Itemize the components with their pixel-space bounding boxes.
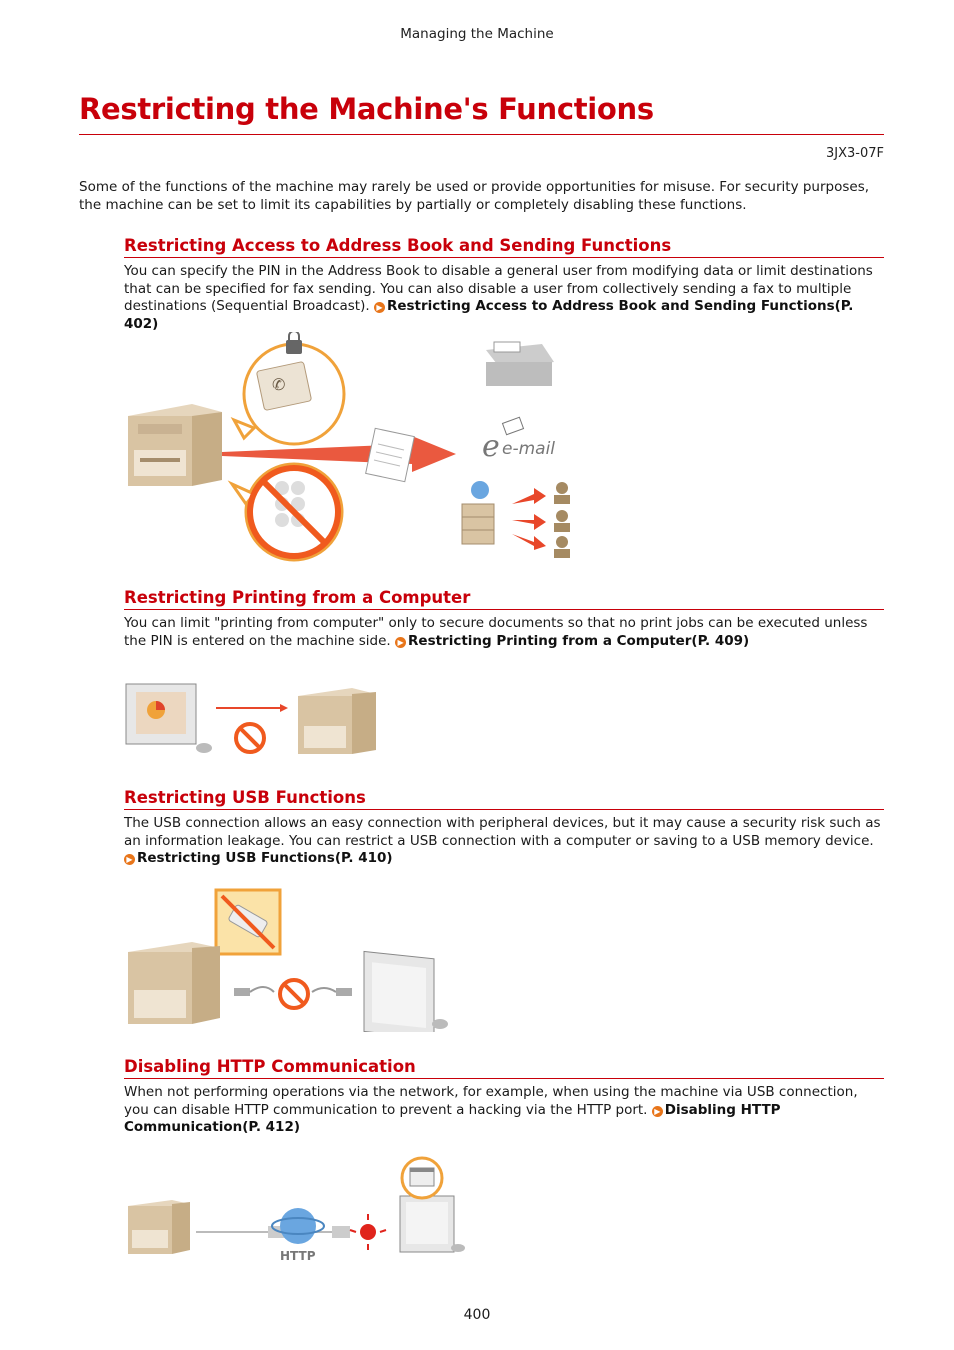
section-body xyxy=(124,815,884,868)
computer-monitor-icon xyxy=(400,1196,465,1252)
prohibited-dial-bubble xyxy=(232,464,342,560)
sequential-broadcast-icon xyxy=(462,481,570,558)
section-body xyxy=(124,1084,884,1137)
address-book-restriction-illustration xyxy=(122,332,582,564)
multifunction-printer-icon xyxy=(128,1200,190,1254)
document-id: 3JX3-07F xyxy=(826,146,884,161)
address-book-bubble xyxy=(234,332,344,444)
blocked-burst-icon xyxy=(350,1214,386,1250)
fax-machine-icon xyxy=(486,342,554,386)
link-arrow-icon: ▶ xyxy=(124,854,135,865)
multifunction-printer-icon xyxy=(128,404,222,486)
svg-text:e: e xyxy=(482,429,500,464)
section-heading: Disabling HTTP Communication xyxy=(124,1057,884,1079)
section-usb-functions xyxy=(124,788,884,868)
reference-link[interactable] xyxy=(395,633,749,649)
page-number: 400 xyxy=(463,1307,491,1323)
reference-link-label: Restricting Access to Address Book and Sending Functions(P. 402) xyxy=(124,298,854,332)
usb-memory-prohibited-icon xyxy=(216,890,280,954)
prohibited-icon xyxy=(236,724,264,752)
section-body-text: You can specify the PIN in the Address Book to disable a general user from modifying data or limit destinations that can be specified for fax sending. You can also disable a user from collectively sending a fax to multiple destinations (Sequential Broadcast). xyxy=(124,263,873,314)
section-http-communication xyxy=(124,1057,884,1137)
section-heading: Restricting Access to Address Book and Sending Functions xyxy=(124,236,884,258)
printing-restriction-illustration xyxy=(122,670,384,762)
computer-monitor-icon xyxy=(126,684,212,753)
multifunction-printer-icon xyxy=(298,688,376,754)
email-icon xyxy=(482,417,555,464)
section-heading: Restricting USB Functions xyxy=(124,788,884,810)
section-body xyxy=(124,615,884,650)
section-printing-from-computer xyxy=(124,588,884,650)
browser-window-icon xyxy=(402,1158,442,1198)
multifunction-printer-icon xyxy=(128,942,220,1024)
title-rule xyxy=(79,134,884,135)
link-arrow-icon: ▶ xyxy=(652,1106,663,1117)
http-label: HTTP xyxy=(280,1249,316,1263)
section-body-text: The USB connection allows an easy connection with peripheral devices, but it may cause a security risk such as an information leakage. You can restrict a USB connection with a computer or saving to a USB memory device. xyxy=(124,815,881,849)
svg-text:✆: ✆ xyxy=(272,375,286,394)
intro-paragraph: Some of the functions of the machine may rarely be used or provide opportunities for misuse. For security purposes, the machine can be set to limit its capabilities by partially or completely disabling these functions. xyxy=(79,179,870,213)
prohibited-icon xyxy=(280,980,308,1008)
section-body-text: When not performing operations via the network, for example, when using the machine via USB connection, you can disable HTTP communication to prevent a hacking via the HTTP port. xyxy=(124,1084,858,1118)
reference-link[interactable] xyxy=(124,850,393,866)
computer-monitor-icon xyxy=(364,951,448,1032)
section-address-book xyxy=(124,236,884,333)
link-arrow-icon: ▶ xyxy=(374,302,385,313)
http-disable-illustration xyxy=(122,1156,468,1266)
send-arrow xyxy=(222,436,456,472)
reference-link-label: Restricting USB Functions(P. 410) xyxy=(137,850,393,866)
usb-restriction-illustration xyxy=(122,886,458,1032)
link-arrow-icon: ▶ xyxy=(395,637,406,648)
section-body-text: You can limit "printing from computer" only to secure documents so that no print jobs can be executed unless the PIN is entered on the machine side. xyxy=(124,615,868,649)
running-header: Managing the Machine xyxy=(400,26,554,42)
reference-link-label: Disabling HTTP Communication(P. 412) xyxy=(124,1101,781,1135)
document-icon xyxy=(366,428,415,481)
reference-link-label: Restricting Printing from a Computer(P. 409) xyxy=(408,632,750,649)
section-heading: Restricting Printing from a Computer xyxy=(124,588,884,610)
page-title: Restricting the Machine's Functions xyxy=(79,92,654,126)
email-label: e-mail xyxy=(502,439,556,459)
section-body xyxy=(124,263,884,333)
